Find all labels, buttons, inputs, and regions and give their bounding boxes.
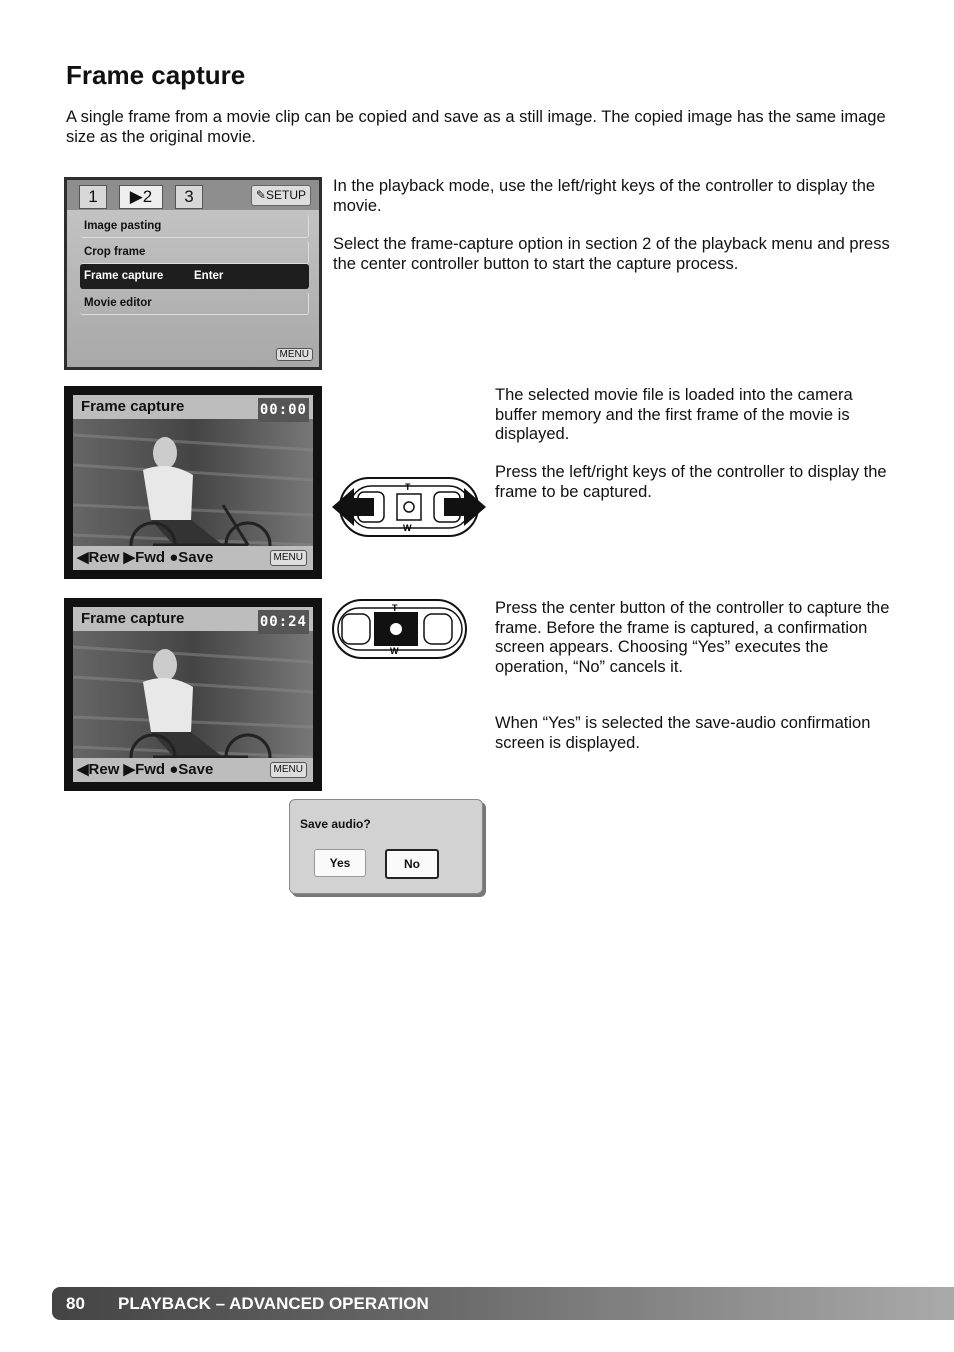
- setup-label: SETUP: [265, 188, 306, 202]
- yes-button[interactable]: Yes: [314, 849, 366, 877]
- dialog-question: Save audio?: [300, 817, 371, 831]
- wrench-icon: ✎: [255, 188, 266, 202]
- tab-3[interactable]: 3: [175, 185, 203, 209]
- t-label: T: [392, 603, 398, 613]
- movie-title: Frame capture: [81, 398, 185, 415]
- time-counter: 00:00: [258, 398, 309, 422]
- w-label: W: [403, 523, 412, 533]
- t-label: T: [405, 482, 411, 492]
- menu-item-image-pasting[interactable]: Image pasting: [80, 215, 309, 238]
- step2-text-1: The selected movie file is loaded into the camera buffer memory and the first frame of the movie is displayed.: [495, 386, 853, 443]
- step1-text-1: In the playback mode, use the left/right keys of the controller to display the movie.: [333, 177, 876, 215]
- controller-left-right-diagram: [330, 474, 488, 540]
- movie-header: [73, 395, 313, 419]
- save-audio-dialog: [289, 799, 483, 894]
- enter-label: Enter: [194, 270, 224, 282]
- playback-menu-screen: [64, 177, 322, 370]
- movie-title: Frame capture: [81, 610, 185, 627]
- page-number: 80: [66, 1294, 85, 1313]
- step3-text-1: Press the center button of the controller to capture the frame. Before the frame is captured, a confirmation screen appears. Choosing “Yes” executes the operation, “No” cancels it.: [495, 599, 890, 676]
- movie-footer: [73, 758, 313, 782]
- movie-screen-first-frame: [64, 386, 322, 579]
- section-title: PLAYBACK – ADVANCED OPERATION: [118, 1294, 429, 1313]
- step1-text-2: Select the frame-capture option in section 2 of the playback menu and press the center controller button to start the capture process.: [333, 235, 890, 273]
- menu-return-icon: MENU: [270, 762, 307, 778]
- movie-screen-captured-frame: [64, 598, 322, 791]
- setup-tab[interactable]: [251, 185, 311, 206]
- no-button[interactable]: No: [385, 849, 439, 879]
- menu-item-crop-frame[interactable]: Crop frame: [80, 241, 309, 264]
- tab-1[interactable]: 1: [79, 185, 107, 209]
- step3-text-2: When “Yes” is selected the save-audio confirmation screen is displayed.: [495, 714, 871, 752]
- step2-text-2: Press the left/right keys of the controller to display the frame to be captured.: [495, 463, 887, 501]
- menu-item-frame-capture[interactable]: [80, 264, 309, 289]
- page-title: Frame capture: [66, 60, 246, 90]
- menu-item-movie-editor[interactable]: Movie editor: [80, 292, 309, 315]
- menu-return-icon: MENU: [276, 348, 313, 361]
- menu-tab-bar: [67, 180, 319, 210]
- tab-2[interactable]: ▶2: [119, 185, 163, 209]
- menu-return-icon: MENU: [270, 550, 307, 566]
- menu-item-label: Frame capture: [84, 270, 164, 282]
- playback-controls-label: ◀Rew ▶Fwd ●Save: [77, 761, 214, 778]
- controller-center-press-diagram: [332, 598, 468, 660]
- playback-controls-label: ◀Rew ▶Fwd ●Save: [77, 549, 214, 566]
- movie-footer: [73, 546, 313, 570]
- intro-text: A single frame from a movie clip can be copied and save as a still image. The copied image has the same image size as the original movie.: [66, 108, 886, 146]
- page-footer: [52, 1287, 954, 1320]
- w-label: W: [390, 646, 399, 656]
- movie-header: [73, 607, 313, 631]
- time-counter: 00:24: [258, 610, 309, 634]
